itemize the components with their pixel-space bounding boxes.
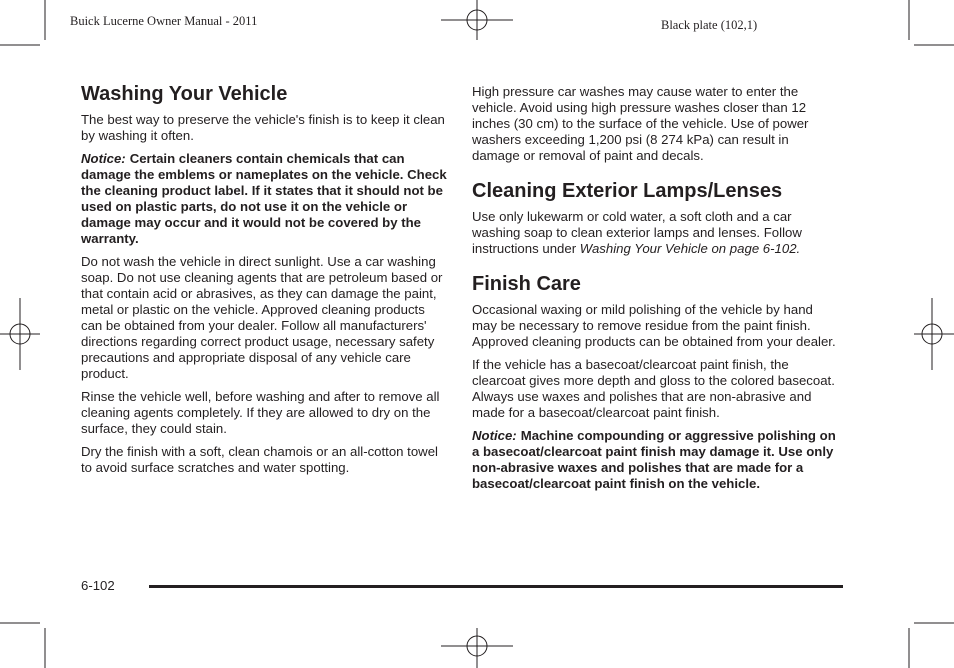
page-number: 6-102 [81, 578, 115, 593]
notice-label: Notice: [81, 151, 126, 166]
lamps-text: Use only lukewarm or cold water, a soft cloth and a car washing soap to clean exterior lamps and lenses. Follow instructions under [472, 209, 802, 256]
rinse-paragraph: Rinse the vehicle well, before washing and after to remove all cleaning agents completely. If they are allowed to dry on the surface, they could stain. [81, 389, 440, 436]
lamps-heading: Cleaning Exterior Lamps/Lenses [472, 180, 783, 202]
sunlight-paragraph: Do not wash the vehicle in direct sunlight. Use a car washing soap. Do not use cleaning agents that are petroleum based or that contain acid or abrasives, as they can damage the paint, metal or plastic on the vehicle. Approved cleaning products can be obtained from your dealer. Follow all manufacturers' directions regarding correct product usage, necessary safety precautions and appropriate disposal of any vehicle care product. [81, 254, 443, 381]
washing-intro: The best way to preserve the vehicle's finish is to keep it clean by washing it often. [81, 112, 445, 143]
lamps-paragraph [472, 209, 838, 257]
notice-text: Machine compounding or aggressive polishing on a basecoat/clearcoat paint finish may damage it. Use only non-abrasive waxes and polishes that are made for a basecoat/clearcoat paint finish on the vehicle. [472, 428, 836, 491]
dry-paragraph: Dry the finish with a soft, clean chamois or an all-cotton towel to avoid surface scratches and water spotting. [81, 444, 438, 475]
plate-label: Black plate (102,1) [661, 18, 758, 32]
pressure-paragraph: High pressure car washes may cause water to enter the vehicle. Avoid using high pressure washes closer than 12 inches (30 cm) to the surface of the vehicle. Use of power washers exceeding 1,200 psi (8 274 kPa) can result in damage or removal of paint and decals. [472, 84, 809, 163]
manual-title: Buick Lucerne Owner Manual - 2011 [70, 14, 258, 28]
washing-notice [81, 151, 447, 247]
finish-paragraph-1: Occasional waxing or mild polishing of the vehicle by hand may be necessary to remove residue from the paint finish. Approved cleaning products can be obtained from your dealer. [472, 302, 836, 349]
finish-notice [472, 428, 838, 492]
finish-paragraph-2: If the vehicle has a basecoat/clearcoat paint finish, the clearcoat gives more depth and gloss to the colored basecoat. Always use waxes and polishes that are non-abrasive and made for a basecoat/clearcoat paint finish. [472, 357, 835, 420]
notice-text: Certain cleaners contain chemicals that can damage the emblems or nameplates on the vehicle. Check the cleaning product label. If it states that it should not be used on plastic parts, do not use it on the vehicle or damage may occur and it would not be covered by the warranty. [81, 151, 447, 246]
footer-rule [149, 585, 843, 588]
notice-label: Notice: [472, 428, 517, 443]
finish-heading: Finish Care [472, 273, 581, 295]
left-column [81, 82, 447, 483]
lamps-cross-reference[interactable]: Washing Your Vehicle on page 6-102. [579, 241, 801, 256]
right-column [472, 84, 838, 499]
washing-heading: Washing Your Vehicle [81, 83, 288, 105]
